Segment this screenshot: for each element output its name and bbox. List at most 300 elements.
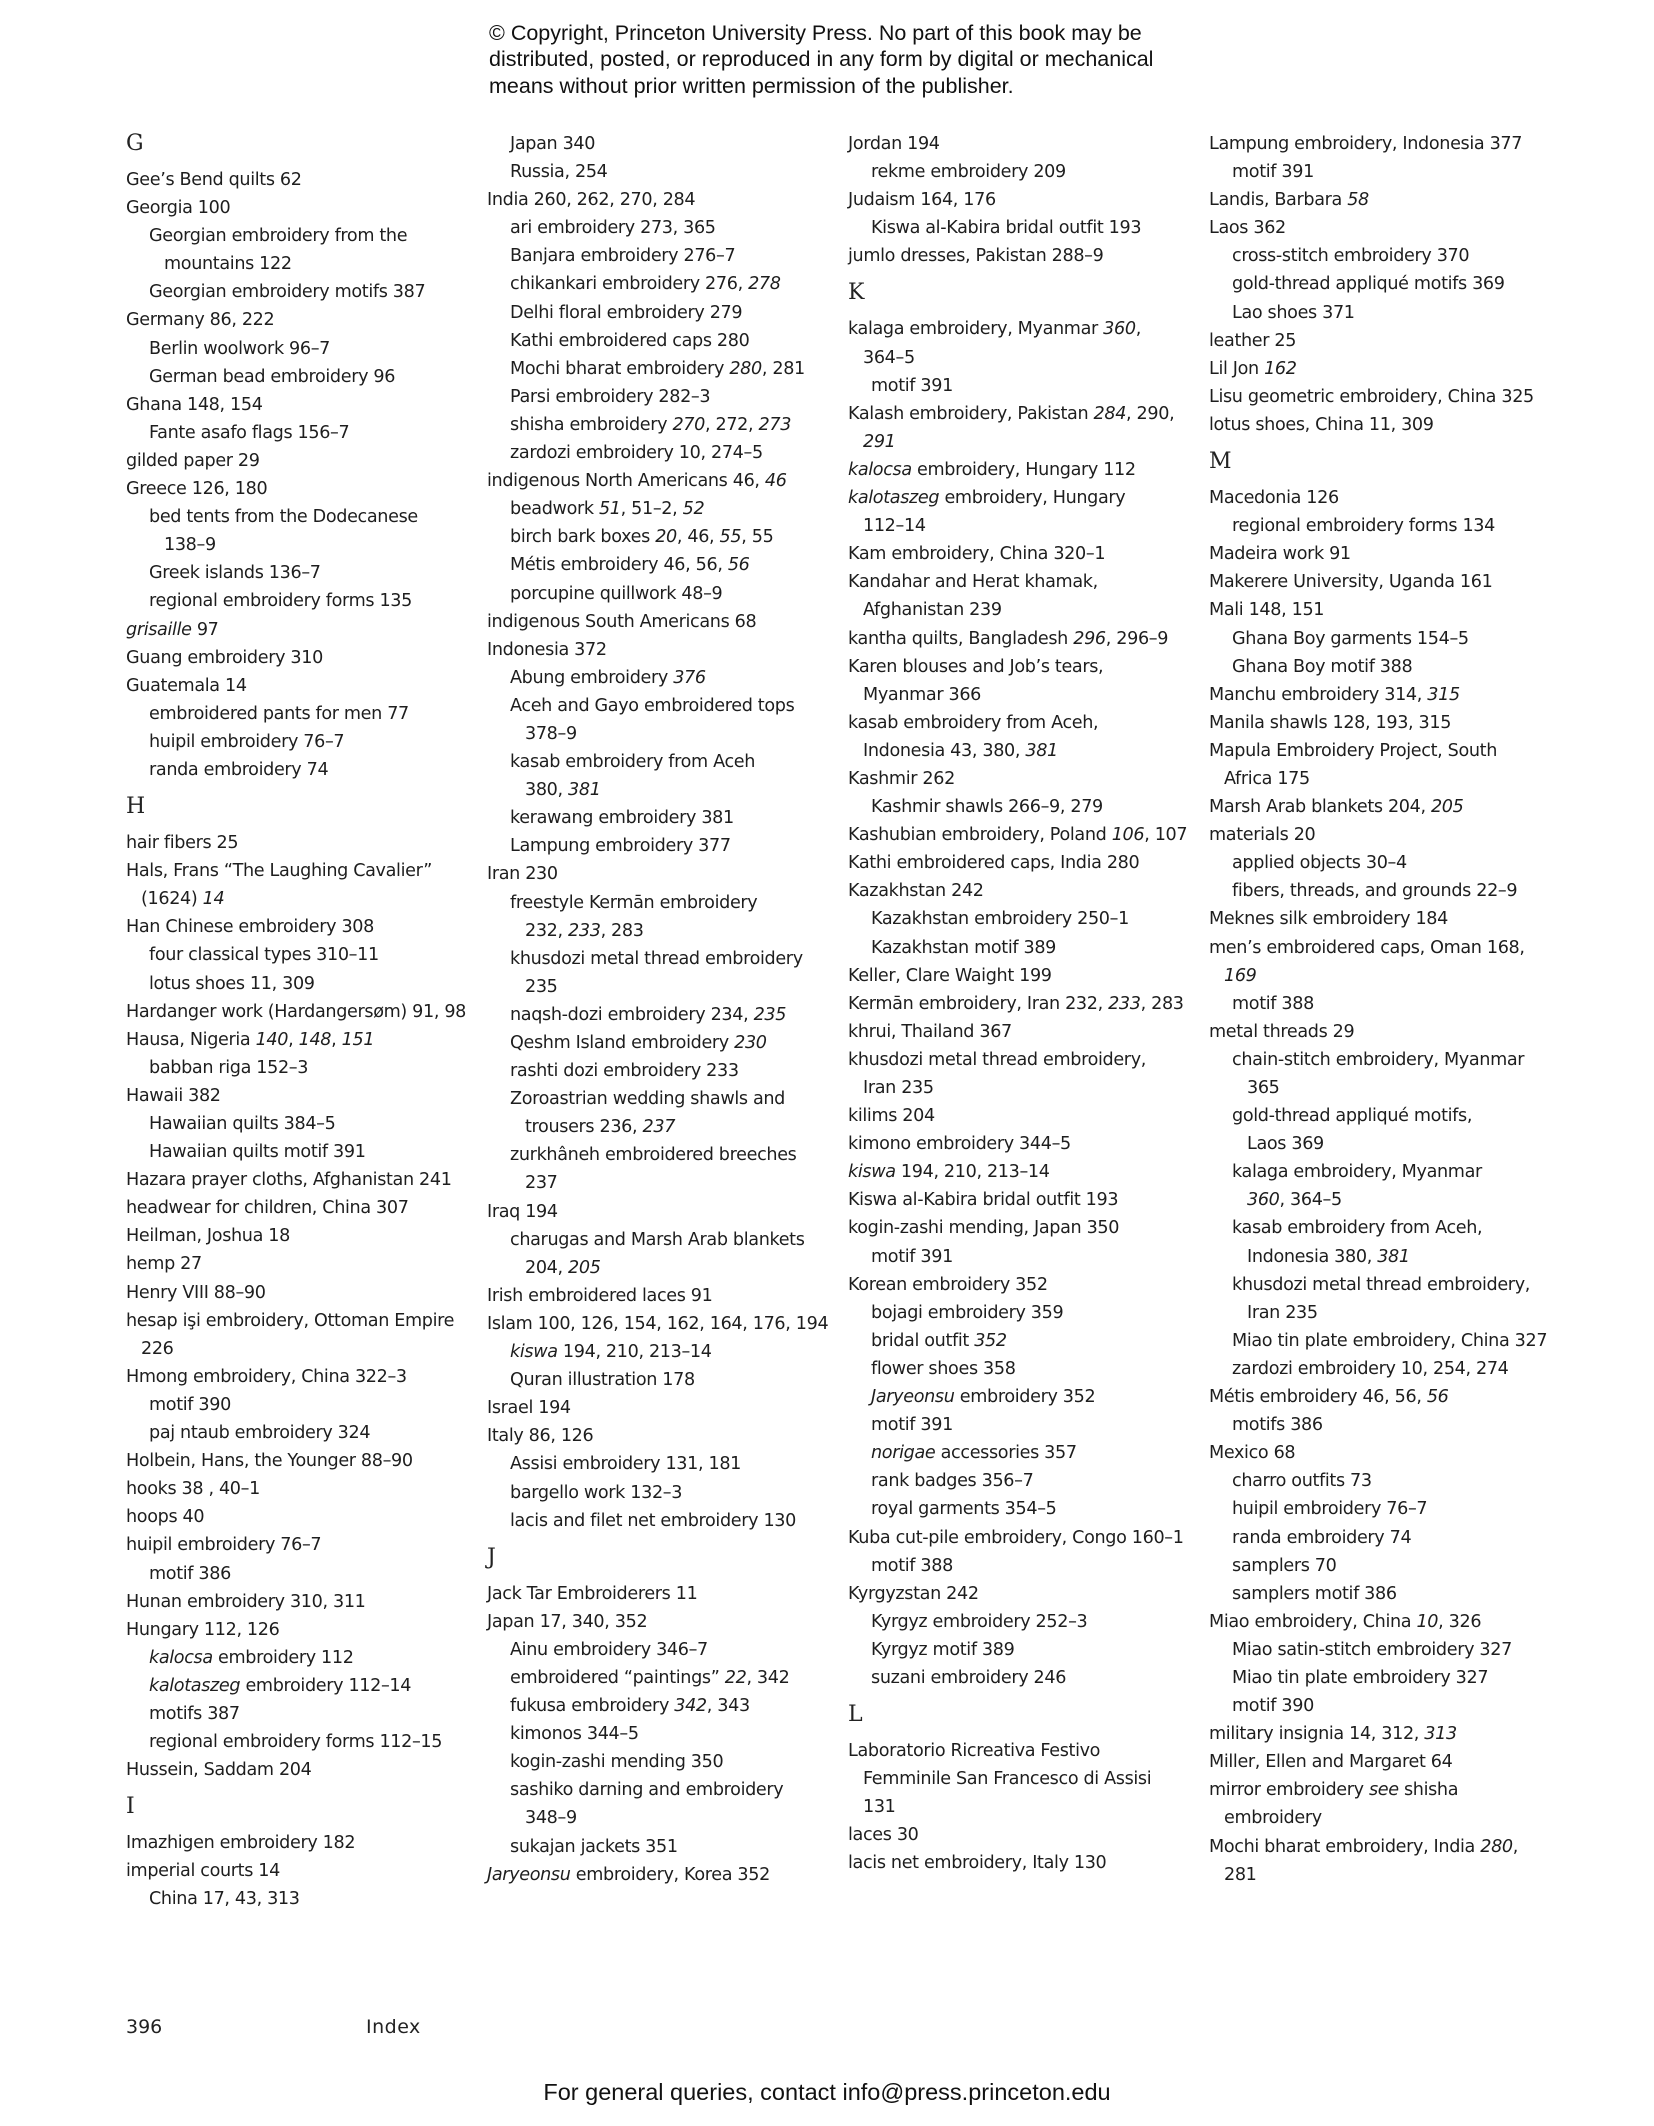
index-subentry (487, 299, 827, 327)
entry-line (126, 1026, 466, 1054)
index-subentry (487, 1692, 827, 1720)
entry-line (149, 1138, 466, 1166)
index-subentry (487, 1720, 827, 1748)
entry-line (126, 475, 466, 503)
index-entry (487, 1422, 827, 1450)
index-subentry (126, 222, 466, 278)
index-subentry (848, 158, 1188, 186)
entry-line (871, 1299, 1188, 1327)
text-run: kimono embroidery 344–5 (848, 1134, 1071, 1155)
text-run: metal threads 29 (1209, 1021, 1355, 1042)
entry-line (871, 1608, 1188, 1636)
index-subentry (487, 1338, 827, 1366)
text-run: 112–14 (863, 516, 926, 537)
entry-line (510, 1366, 827, 1394)
index-entry (126, 1222, 466, 1250)
text-run: hair fibers 25 (126, 833, 239, 854)
entry-line (848, 568, 1188, 596)
text-run: bridal outfit (871, 1330, 975, 1351)
text-run: birch bark boxes (510, 527, 656, 548)
italic-text: 360 (1247, 1190, 1280, 1211)
entry-line (510, 1748, 827, 1776)
entry-line (487, 1608, 827, 1636)
italic-text: 376 (673, 667, 706, 688)
index-subentry (1209, 1046, 1549, 1102)
index-subentry (848, 214, 1188, 242)
entry-line (1209, 793, 1549, 821)
text-run: chain-stitch embroidery, Myanmar (1232, 1049, 1525, 1070)
entry-line (1209, 1748, 1549, 1776)
entry-continuation (510, 776, 827, 804)
entry-line (510, 1720, 827, 1748)
text-run: samplers 70 (1232, 1555, 1337, 1576)
index-entry (848, 1186, 1188, 1214)
entry-line (1232, 625, 1549, 653)
index-subentry (487, 1029, 827, 1057)
index-subentry (1209, 1692, 1549, 1720)
index-entry (1209, 355, 1549, 383)
index-entry (1209, 1383, 1549, 1411)
index-entry (848, 849, 1188, 877)
entry-line (149, 278, 466, 306)
text-run: Fante asafo flags 156–7 (149, 422, 350, 443)
entry-line (1232, 1355, 1549, 1383)
index-subentry (487, 523, 827, 551)
text-run: Mexico 68 (1209, 1443, 1296, 1464)
index-entry (1209, 411, 1549, 439)
entry-line (1209, 934, 1549, 962)
text-run: Parsi embroidery 282–3 (510, 386, 711, 407)
entry-line (487, 1394, 827, 1422)
italic-text: 284 (1093, 403, 1127, 424)
entry-continuation (510, 720, 827, 748)
entry-continuation (1232, 1299, 1549, 1327)
text-run: 204, (525, 1257, 569, 1278)
entry-continuation (126, 885, 466, 913)
copyright-line: means without prior written permission of the publisher. (489, 73, 1014, 98)
index-subentry (1209, 299, 1549, 327)
italic-text: 360 (1103, 319, 1136, 340)
entry-continuation (510, 1254, 827, 1282)
index-subentry (487, 664, 827, 692)
text-run: men’s embroidered caps, Oman 168, (1209, 937, 1525, 958)
entry-line (1232, 270, 1549, 298)
index-entry (848, 877, 1188, 905)
index-entry (848, 186, 1188, 214)
index-entry (848, 990, 1188, 1018)
entry-line (487, 1282, 827, 1310)
entry-line (510, 1141, 827, 1169)
index-subentry (487, 945, 827, 1001)
entry-line (848, 1130, 1188, 1158)
entry-line (848, 1737, 1188, 1765)
index-subentry (848, 1383, 1188, 1411)
text-run: materials 20 (1209, 825, 1316, 846)
entry-continuation (510, 973, 827, 1001)
entry-line (487, 860, 827, 888)
index-entry (487, 1608, 827, 1636)
text-run: kilims 204 (848, 1106, 935, 1127)
index-entry (126, 166, 466, 194)
text-run: , (1512, 1836, 1519, 1857)
text-run: Kiswa al-Kabira bridal outfit 193 (871, 218, 1142, 239)
entry-line (871, 1439, 1188, 1467)
entry-line (149, 419, 466, 447)
italic-text: 315 (1427, 684, 1460, 705)
index-subentry (487, 1636, 827, 1664)
text-run: rekme embroidery 209 (871, 162, 1066, 183)
italic-text: 205 (568, 1257, 601, 1278)
entry-line (1232, 158, 1549, 186)
index-subentry (487, 1664, 827, 1692)
index-subentry (1209, 625, 1549, 653)
entry-line (126, 829, 466, 857)
italic-text: 10 (1416, 1611, 1439, 1632)
text-run: embroidered “paintings” (510, 1667, 725, 1688)
entry-line (126, 1363, 466, 1391)
index-subentry (1209, 1355, 1549, 1383)
text-run: Hardanger work (Hardangersøm) 91, 98 (126, 1001, 467, 1022)
index-column-3 (848, 130, 1188, 1878)
entry-continuation (848, 596, 1188, 624)
entry-line (149, 756, 466, 784)
entry-line (510, 1507, 827, 1535)
text-run: chikankari embroidery 276, (510, 274, 749, 295)
entry-line (126, 672, 466, 700)
text-run: Russia, 254 (510, 162, 608, 183)
entry-line (848, 990, 1188, 1018)
text-run: bojagi embroidery 359 (871, 1302, 1064, 1323)
italic-text: kiswa (510, 1342, 558, 1363)
entry-line (1232, 1467, 1549, 1495)
index-subentry (126, 700, 466, 728)
italic-text: 52 (682, 499, 705, 520)
entry-line (149, 1885, 466, 1913)
entry-line (487, 467, 827, 495)
entry-continuation (1209, 1861, 1549, 1889)
index-subentry (126, 1644, 466, 1672)
entry-line (126, 391, 466, 419)
entry-line (1232, 1524, 1549, 1552)
index-entry (1209, 1608, 1549, 1636)
entry-line (510, 1450, 827, 1478)
entry-line (848, 242, 1188, 270)
text-run: mountains 122 (164, 254, 292, 275)
index-subentry (1209, 849, 1549, 877)
text-run: hoops 40 (126, 1507, 205, 1528)
text-run: charro outfits 73 (1232, 1471, 1372, 1492)
index-entry (487, 1282, 827, 1310)
entry-line (149, 700, 466, 728)
text-run: Guang embroidery 310 (126, 647, 323, 668)
text-run: Indonesia 372 (487, 639, 607, 660)
text-run: Miao satin-stitch embroidery 327 (1232, 1639, 1512, 1660)
text-run: rashti dozi embroidery 233 (510, 1061, 739, 1082)
italic-text: 51 (598, 499, 621, 520)
entry-line (126, 1756, 466, 1784)
index-entry (1209, 130, 1549, 158)
index-subentry (848, 1355, 1188, 1383)
entry-line (510, 299, 827, 327)
index-entry (1209, 1833, 1549, 1889)
text-run: 232, (525, 920, 569, 941)
entry-line (510, 130, 827, 158)
entry-line (487, 1580, 827, 1608)
text-run: Miller, Ellen and Margaret 64 (1209, 1752, 1453, 1773)
text-run: 194, 210, 213–14 (557, 1342, 712, 1363)
text-run: khusdozi metal thread embroidery, (848, 1049, 1146, 1070)
index-subentry (1209, 1158, 1549, 1214)
index-subentry (126, 1138, 466, 1166)
index-entry (848, 1102, 1188, 1130)
text-run: hesap işi embroidery, Ottoman Empire (126, 1310, 455, 1331)
text-run: military insignia 14, 312, (1209, 1724, 1425, 1745)
text-run: kalaga embroidery, Myanmar (848, 319, 1104, 340)
text-run: zurkhâneh embroidered breeches (510, 1145, 797, 1166)
entry-line (149, 1644, 466, 1672)
index-entry (848, 653, 1188, 709)
index-subentry (487, 1141, 827, 1197)
text-run: , 342 (746, 1667, 790, 1688)
index-entry (487, 1861, 827, 1889)
index-entry (126, 1279, 466, 1307)
index-entry (126, 829, 466, 857)
entry-line (871, 1243, 1188, 1271)
text-run: sashiko darning and embroidery (510, 1780, 784, 1801)
index-column-2 (487, 130, 827, 1889)
index-subentry (487, 242, 827, 270)
text-run: Kermān embroidery, Iran 232, (848, 993, 1109, 1014)
entry-line (510, 1479, 827, 1507)
index-entry (848, 1130, 1188, 1158)
index-entry (126, 194, 466, 222)
entry-line (871, 1636, 1188, 1664)
text-run: Japan 17, 340, 352 (487, 1611, 648, 1632)
italic-text: 46 (764, 471, 787, 492)
section-letter: M (1209, 449, 1232, 475)
text-run: Hmong embroidery, China 322–3 (126, 1366, 407, 1387)
italic-text: 233 (568, 920, 601, 941)
entry-line (149, 1054, 466, 1082)
text-run: Hunan embroidery 310, 311 (126, 1591, 366, 1612)
text-run: freestyle Kermān embroidery (510, 892, 758, 913)
text-run: kimonos 344–5 (510, 1724, 639, 1745)
text-run: gold-thread appliqué motifs 369 (1232, 274, 1505, 295)
index-subentry (848, 905, 1188, 933)
entry-line (510, 1636, 827, 1664)
text-run: samplers motif 386 (1232, 1583, 1397, 1604)
text-run: randa embroidery 74 (149, 759, 329, 780)
entry-line (1209, 681, 1549, 709)
index-subentry (1209, 1636, 1549, 1664)
index-subentry (1209, 1271, 1549, 1327)
text-run: China 17, 43, 313 (149, 1889, 300, 1910)
running-head: Index (366, 2016, 421, 2038)
entry-line (487, 1310, 827, 1338)
text-run: Afghanistan 239 (863, 600, 1002, 621)
entry-continuation (848, 428, 1188, 456)
entry-line (510, 1833, 827, 1861)
index-subentry (487, 748, 827, 804)
index-entry (487, 1580, 827, 1608)
index-entry (1209, 737, 1549, 793)
text-run: motif 388 (1232, 993, 1314, 1014)
text-run: Kazakhstan 242 (848, 881, 984, 902)
entry-line (848, 484, 1188, 512)
entry-line (871, 934, 1188, 962)
text-run: Ghana Boy garments 154–5 (1232, 628, 1469, 649)
index-entry (487, 1394, 827, 1422)
italic-text: 55 (719, 527, 742, 548)
index-entry (848, 962, 1188, 990)
text-run: Aceh and Gayo embroidered tops (510, 695, 795, 716)
text-run: 364–5 (863, 347, 915, 368)
text-run: Ghana 148, 154 (126, 394, 263, 415)
text-run: , 296–9 (1105, 628, 1169, 649)
index-entry (126, 644, 466, 672)
entry-line (848, 1271, 1188, 1299)
text-run: Madeira work 91 (1209, 544, 1351, 565)
entry-line (149, 1419, 466, 1447)
entry-line (126, 1616, 466, 1644)
index-subentry (126, 1885, 466, 1913)
text-run: embroidery 112 (212, 1647, 354, 1668)
entry-line (510, 1085, 827, 1113)
text-run: Keller, Clare Waight 199 (848, 965, 1052, 986)
entry-line (149, 1728, 466, 1756)
entry-line (848, 1046, 1188, 1074)
text-run: Miao embroidery, China (1209, 1611, 1417, 1632)
entry-line (848, 1849, 1188, 1877)
entry-line (1232, 1495, 1549, 1523)
entry-line (871, 1411, 1188, 1439)
index-entry (487, 860, 827, 888)
entry-line (487, 1198, 827, 1226)
entry-line (510, 495, 827, 523)
entry-line (848, 130, 1188, 158)
index-entry (487, 467, 827, 495)
text-run: Jordan 194 (848, 134, 940, 154)
entry-line (510, 1001, 827, 1029)
index-subentry (487, 1833, 827, 1861)
italic-text: 381 (1377, 1246, 1410, 1267)
index-subentry (848, 1439, 1188, 1467)
entry-line (1232, 1102, 1549, 1130)
entry-line (1209, 1776, 1549, 1804)
text-run: jumlo dresses, Pakistan 288–9 (848, 246, 1104, 267)
index-entry (487, 608, 827, 636)
entry-line (126, 998, 466, 1026)
index-subentry (126, 1672, 466, 1700)
text-run: khusdozi metal thread embroidery, (1232, 1274, 1530, 1295)
entry-line (510, 664, 827, 692)
entry-line (1209, 1018, 1549, 1046)
text-run: Africa 175 (1224, 768, 1310, 789)
text-run: Mapula Embroidery Project, South (1209, 740, 1498, 761)
index-subentry (487, 804, 827, 832)
section-letter: J (487, 1544, 496, 1570)
entry-line (1232, 1664, 1549, 1692)
entry-line (871, 905, 1188, 933)
entry-continuation (1232, 1243, 1549, 1271)
index-entry (126, 447, 466, 475)
italic-text: 162 (1264, 358, 1297, 379)
italic-text: 148 (298, 1029, 332, 1050)
index-subentry (487, 1057, 827, 1085)
entry-line (510, 158, 827, 186)
index-subentry (487, 270, 827, 298)
text-run: Zoroastrian wedding shawls and (510, 1089, 786, 1110)
entry-line (848, 186, 1188, 214)
entry-line (510, 692, 827, 720)
entry-continuation (1209, 765, 1549, 793)
text-run: lacis net embroidery, Italy 130 (848, 1853, 1107, 1874)
entry-line (149, 1700, 466, 1728)
text-run: sukajan jackets 351 (510, 1836, 678, 1857)
entry-line (848, 1158, 1188, 1186)
text-run: motif 390 (1232, 1696, 1314, 1717)
entry-line (487, 1861, 827, 1889)
index-entry (1209, 1720, 1549, 1748)
text-run: , 326 (1438, 1611, 1482, 1632)
index-entry (126, 391, 466, 419)
entry-line (126, 1082, 466, 1110)
italic-text: 56 (727, 555, 750, 576)
italic-text: 280 (729, 358, 762, 379)
index-entry (848, 1018, 1188, 1046)
index-entry (126, 1447, 466, 1475)
text-run: Jack Tar Embroiderers 11 (487, 1583, 698, 1604)
entry-line (848, 962, 1188, 990)
entry-continuation (149, 531, 466, 559)
italic-text: 58 (1347, 190, 1369, 211)
entry-line (848, 1018, 1188, 1046)
index-entry (848, 1849, 1188, 1877)
entry-line (1232, 1046, 1549, 1074)
index-subentry (487, 383, 827, 411)
index-subentry (848, 1608, 1188, 1636)
text-run: laces 30 (848, 1825, 919, 1846)
text-run: Guatemala 14 (126, 675, 247, 696)
text-run: trousers 236, (525, 1117, 643, 1138)
index-entry (126, 1166, 466, 1194)
index-subentry (126, 970, 466, 998)
index-subentry (1209, 1214, 1549, 1270)
italic-text: 20 (655, 527, 677, 548)
entry-line (510, 523, 827, 551)
text-run: 138–9 (164, 535, 216, 556)
text-run: rank badges 356–7 (871, 1471, 1034, 1492)
entry-line (510, 383, 827, 411)
entry-line (149, 1672, 466, 1700)
italic-text: 296 (1073, 628, 1106, 649)
text-run: Hawaiian quilts motif 391 (149, 1142, 366, 1163)
text-run: Hausa, Nigeria (126, 1029, 256, 1050)
index-subentry (848, 793, 1188, 821)
copyright-notice (489, 20, 1249, 99)
text-run: Assisi embroidery 131, 181 (510, 1454, 742, 1475)
entry-line (126, 447, 466, 475)
index-entry (848, 1214, 1188, 1242)
text-run: applied objects 30–4 (1232, 853, 1407, 874)
entry-continuation (848, 681, 1188, 709)
entry-line (149, 970, 466, 998)
index-subentry (1209, 270, 1549, 298)
text-run: Han Chinese embroidery 308 (126, 917, 374, 938)
entry-line (126, 1829, 466, 1857)
text-run: naqsh-dozi embroidery 234, (510, 1004, 754, 1025)
text-run: Islam 100, 126, 154, 162, 164, 176, 194 (487, 1313, 829, 1334)
